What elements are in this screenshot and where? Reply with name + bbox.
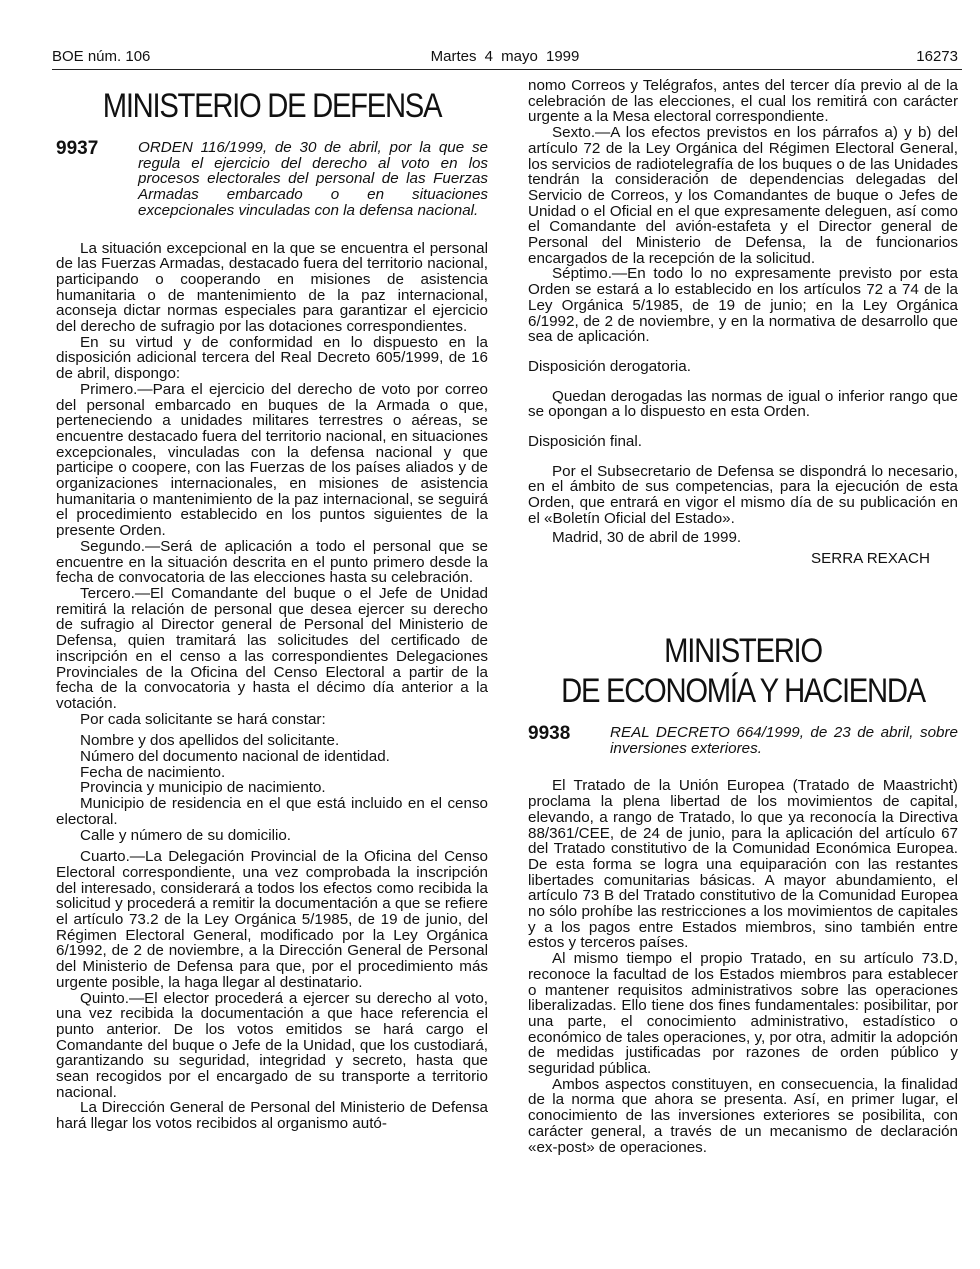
paragraph: Quedan derogadas las normas de igual o inferior rango que se opongan a lo dispuesto en esta Orden. [528, 387, 958, 421]
paragraph: Al mismo tiempo el propio Tratado, en su artículo 73.D, reconoce la facultad de los Estados miembros para establecer o mantener requisitos administrativos sobre las operaciones liberalizadas. Ello tiene dos fines fundamentales: posibilitar, por una parte, el conocimiento administrativo, estadístico o económico de tales operaciones, y, por otra, admitir la adopción de medidas justificadas por razones de orden público y seguridad pública. [528, 950, 958, 1078]
list-item: Municipio de residencia en el que está incluido en el censo electoral. [56, 795, 488, 828]
list-item: Provincia y municipio de nacimiento. [80, 779, 326, 797]
bulletin-number: BOE núm. 106 [52, 48, 151, 65]
paragraph: La situación excepcional en la que se encuentra el personal de las Fuerzas Armadas, destacado fuera del territorio nacional, participando o cooperando en misiones de asistencia humanitaria o de mantenimiento de la paz internacional, aconseja dictar normas especiales para garantizar el ejercicio del derecho de sufragio por las dotaciones correspondientes. [56, 239, 488, 336]
signature: SERRA REXACH [810, 550, 930, 568]
decree-title: ORDEN 116/1999, de 30 de abril, por la que se regula el ejercicio del derecho al voto en los procesos electorales del personal de las Fuerzas Armadas embarcado o en situaciones excepcionales vinculadas con la defensa nacional. [138, 139, 488, 219]
issue-date: Martes 4 mayo 1999 [430, 48, 580, 65]
derogation-heading: Disposición derogatoria. [528, 357, 691, 375]
paragraph: nomo Correos y Telégrafos, antes del tercer día previo al de la celebración de las elecciones, el cual los remitirá con carácter urgente a la Mesa electoral correspondiente. [528, 77, 958, 126]
list-item: Fecha de nacimiento. [80, 763, 226, 781]
ministry-title: MINISTERIO DE DEFENSA [102, 87, 442, 125]
header-rule [52, 69, 962, 70]
paragraph: Séptimo.—En todo lo no expresamente previsto por esta Orden se estará a lo establecido en los artículos 72 a 74 de la Ley Orgánica 5/1985, de 19 de junio; en la Ley Orgánica 6/1992, de 2 de noviembre, y en la normativa de desarrollo que sea de aplicación. [528, 265, 958, 346]
paragraph: En su virtud y de conformidad en lo dispuesto en la disposición adicional tercera del Real Decreto 605/1999, de 16 de abril, dispongo: [56, 333, 488, 383]
page-number: 16273 [916, 48, 958, 65]
paragraph: Sexto.—A los efectos previstos en los párrafos a) y b) del artículo 72 de la Ley Orgánica del Régimen Electoral General, los servicios de radiotelegrafía de los buques o de las Unidades tendrán la consideración de dependencias delegadas del Servicio de Correos, y los Comandantes de buque o Jefes de Unidad o el Oficial en el que expresamente deleguen, así como el Comandante del avión-estafeta y el Director general de Personal del Ministerio de Defensa, la de funcionarios encargados de la recepción de la solicitud. [528, 124, 958, 267]
paragraph: Quinto.—El elector procederá a ejercer su derecho al voto, una vez recibida la documentación a que hace referencia el punto anterior. De los votos emitidos se hará cargo el Comandante del buque o Jefe de la Unidad, que los custodiará, garantizando su seguridad, integridad y secreto, hasta que sean recogidos por el encargado de su transporte a territorio nacional. [56, 989, 488, 1101]
list-item: Calle y número de su domicilio. [80, 826, 292, 844]
paragraph: La Dirección General de Personal del Ministerio de Defensa hará llegar los votos recibidos al organismo autó- [56, 1099, 488, 1133]
list-item: Nombre y dos apellidos del solicitante. [80, 732, 340, 750]
decree-title: REAL DECRETO 664/1999, de 23 de abril, sobre inversiones exteriores. [610, 723, 958, 757]
decree-heading [528, 722, 958, 757]
decree-heading [56, 140, 488, 219]
ministry-title-line-1: MINISTERIO [664, 631, 822, 670]
sign-date: Madrid, 30 de abril de 1999. [552, 528, 742, 546]
final-heading: Disposición final. [528, 433, 642, 451]
left-column [56, 78, 488, 1132]
paragraph: Segundo.—Será de aplicación a todo el personal que se encuentre en la situación descrita en el punto primero desde la fecha de convocatoria de las elecciones hasta su celebración. [56, 537, 488, 587]
paragraph: Tercero.—El Comandante del buque o el Jefe de Unidad remitirá la relación de personal que desea ejercer su derecho de sufragio al Director general de Personal del Ministerio de Defensa, quien tramitará las solicitudes del certificado de inscripción en el censo a las correspondientes Delegaciones Provinciales de la Oficina del Censo Electoral a partir de la fecha de la convocatoria y hasta el décimo día anterior a la votación. [56, 584, 488, 712]
decree-number: 9938 [528, 722, 571, 744]
paragraph: Cuarto.—La Delegación Provincial de la Oficina del Censo Electoral correspondiente, una vez comprobada la inscripción del interesado, considerará a todos los efectos como recibida la solicitud y procederá a remitir la documentación a que se refiere el artículo 73.2 de la Ley Orgánica 5/1985, de 19 de junio, del Régimen Electoral General, modificado por la Ley Orgánica 6/1992, de 2 de noviembre, a la Dirección General de Personal del Ministerio de Defensa para que, por el procedimiento más urgente posible, la haga llegar al destinatario. [56, 848, 488, 991]
paragraph: Por cada solicitante se hará constar: [80, 710, 326, 728]
paragraph: Ambos aspectos constituyen, en consecuencia, la finalidad de la norma que ahora se presenta. Así, en primer lugar, el conocimiento de las inversiones exteriores se posibilita, con carácter general, a través de un mecanismo de declaración «ex-post» de operaciones. [528, 1075, 958, 1156]
ministry-title-line-2: DE ECONOMÍA Y HACIENDA [561, 671, 925, 710]
page-header [52, 48, 958, 68]
paragraph: Por el Subsecretario de Defensa se dispondrá lo necesario, en el ámbito de sus competencias, para la ejecución de esta Orden, que entrará en vigor el mismo día de su publicación en el «Boletín Oficial del Estado». [528, 462, 958, 527]
list-item: Número del documento nacional de identidad. [80, 748, 390, 766]
right-column [528, 78, 958, 1155]
decree-number: 9937 [56, 138, 99, 159]
paragraph: El Tratado de la Unión Europea (Tratado de Maastricht) proclama la plena libertad de los movimientos de capital, elevando, a rango de Tratado, lo que ya reconocía la Directiva 88/361/CEE, de 24 de junio, para la aplicación del artículo 67 del Tratado constitutivo de la Comunidad Económica Europea. De esta forma se logra una equiparación con las restantes libertades comunitarias básicas. A mayor abundamiento, el artículo 73 B del Tratado constitutivo de la Comunidad Europea no sólo prohíbe las restricciones a los movimientos de capitales y a los pagos entre Estados miembros, sino también entre estos y terceros países. [528, 777, 958, 952]
paragraph: Primero.—Para el ejercicio del derecho de voto por correo del personal embarcado en buques de la Armada o que, perteneciendo a unidades militares terrestres o aéreas, se encuentre destacado fuera del territorio nacional, en situaciones excepcionales, vinculadas con la defensa nacional y que participe o coopere, con las Fuerzas de los países aliados y de organizaciones internacionales, en misiones de asistencia humanitaria o mantenimiento de la paz internacional, se seguirá el procedimiento establecido en los puntos siguientes de la presente Orden. [56, 380, 488, 540]
